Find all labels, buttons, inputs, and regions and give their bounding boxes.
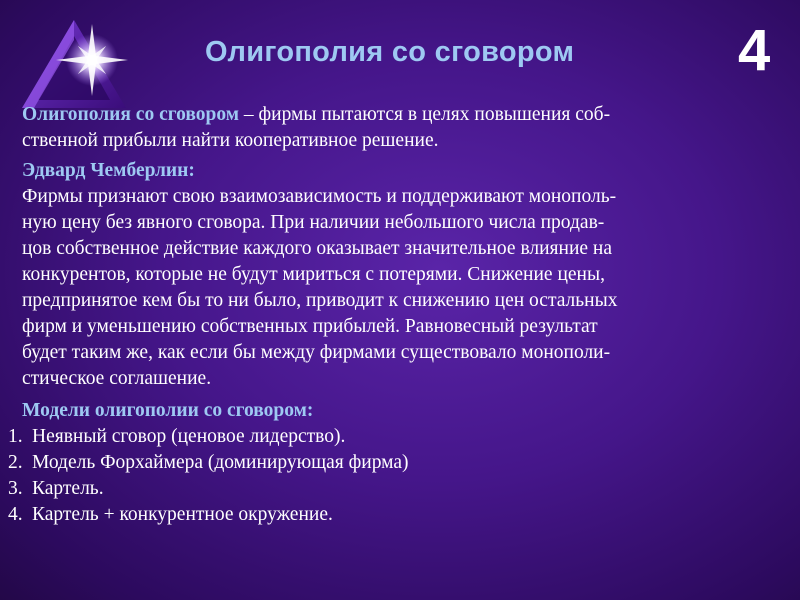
list-item-number: 2. bbox=[8, 452, 23, 473]
models-heading: Модели олигополии со сговором: bbox=[22, 400, 314, 421]
list-item-number: 3. bbox=[8, 478, 23, 499]
chamberlin-line: цов собственное действие каждого оказывает значительное влияние на bbox=[22, 238, 613, 259]
slide-title: Олигополия со сговором bbox=[205, 36, 575, 68]
list-item-text: Неявный сговор (ценовое лидерство). bbox=[32, 426, 346, 447]
chamberlin-line: будет таким же, как если бы между фирмами существовало монополи- bbox=[22, 342, 611, 363]
list-item-number: 1. bbox=[8, 426, 23, 447]
chamberlin-paragraph bbox=[22, 184, 782, 392]
chamberlin-line: фирм и уменьшению собственных прибылей. Равновесный результат bbox=[22, 316, 598, 337]
chamberlin-line: стическое соглашение. bbox=[22, 368, 212, 389]
list-item-number: 4. bbox=[8, 504, 23, 525]
list-item-text: Картель + конкурентное окружение. bbox=[32, 504, 333, 525]
triangle-star-logo bbox=[14, 12, 144, 112]
models-list bbox=[8, 424, 768, 528]
list-item bbox=[8, 450, 768, 476]
list-item bbox=[8, 502, 768, 528]
definition-text-line-1: – фирмы пытаются в целях повышения соб- bbox=[239, 104, 611, 125]
chamberlin-heading: Эдвард Чемберлин: bbox=[22, 160, 195, 181]
definition-text-line-2: ственной прибыли найти кооперативное решение. bbox=[22, 130, 439, 151]
list-item bbox=[8, 424, 768, 450]
slide-content bbox=[8, 102, 782, 528]
definition-term: Олигополия со сговором bbox=[22, 104, 240, 125]
definition-paragraph bbox=[22, 102, 782, 154]
chamberlin-line: конкурентов, которые не будут мириться с потерями. Снижение цены, bbox=[22, 264, 605, 285]
chamberlin-line: ную цену без явного сговора. При наличии небольшого числа продав- bbox=[22, 212, 605, 233]
chamberlin-line: Фирмы признают свою взаимозависимость и поддерживают монополь- bbox=[22, 186, 617, 207]
list-item-text: Картель. bbox=[32, 478, 104, 499]
chamberlin-line: предпринятое кем бы то ни было, приводит к снижению цен остальных bbox=[22, 290, 618, 311]
list-item bbox=[8, 476, 768, 502]
slide-number: 4 bbox=[738, 18, 771, 83]
list-item-text: Модель Форхаймера (доминирующая фирма) bbox=[32, 452, 409, 473]
